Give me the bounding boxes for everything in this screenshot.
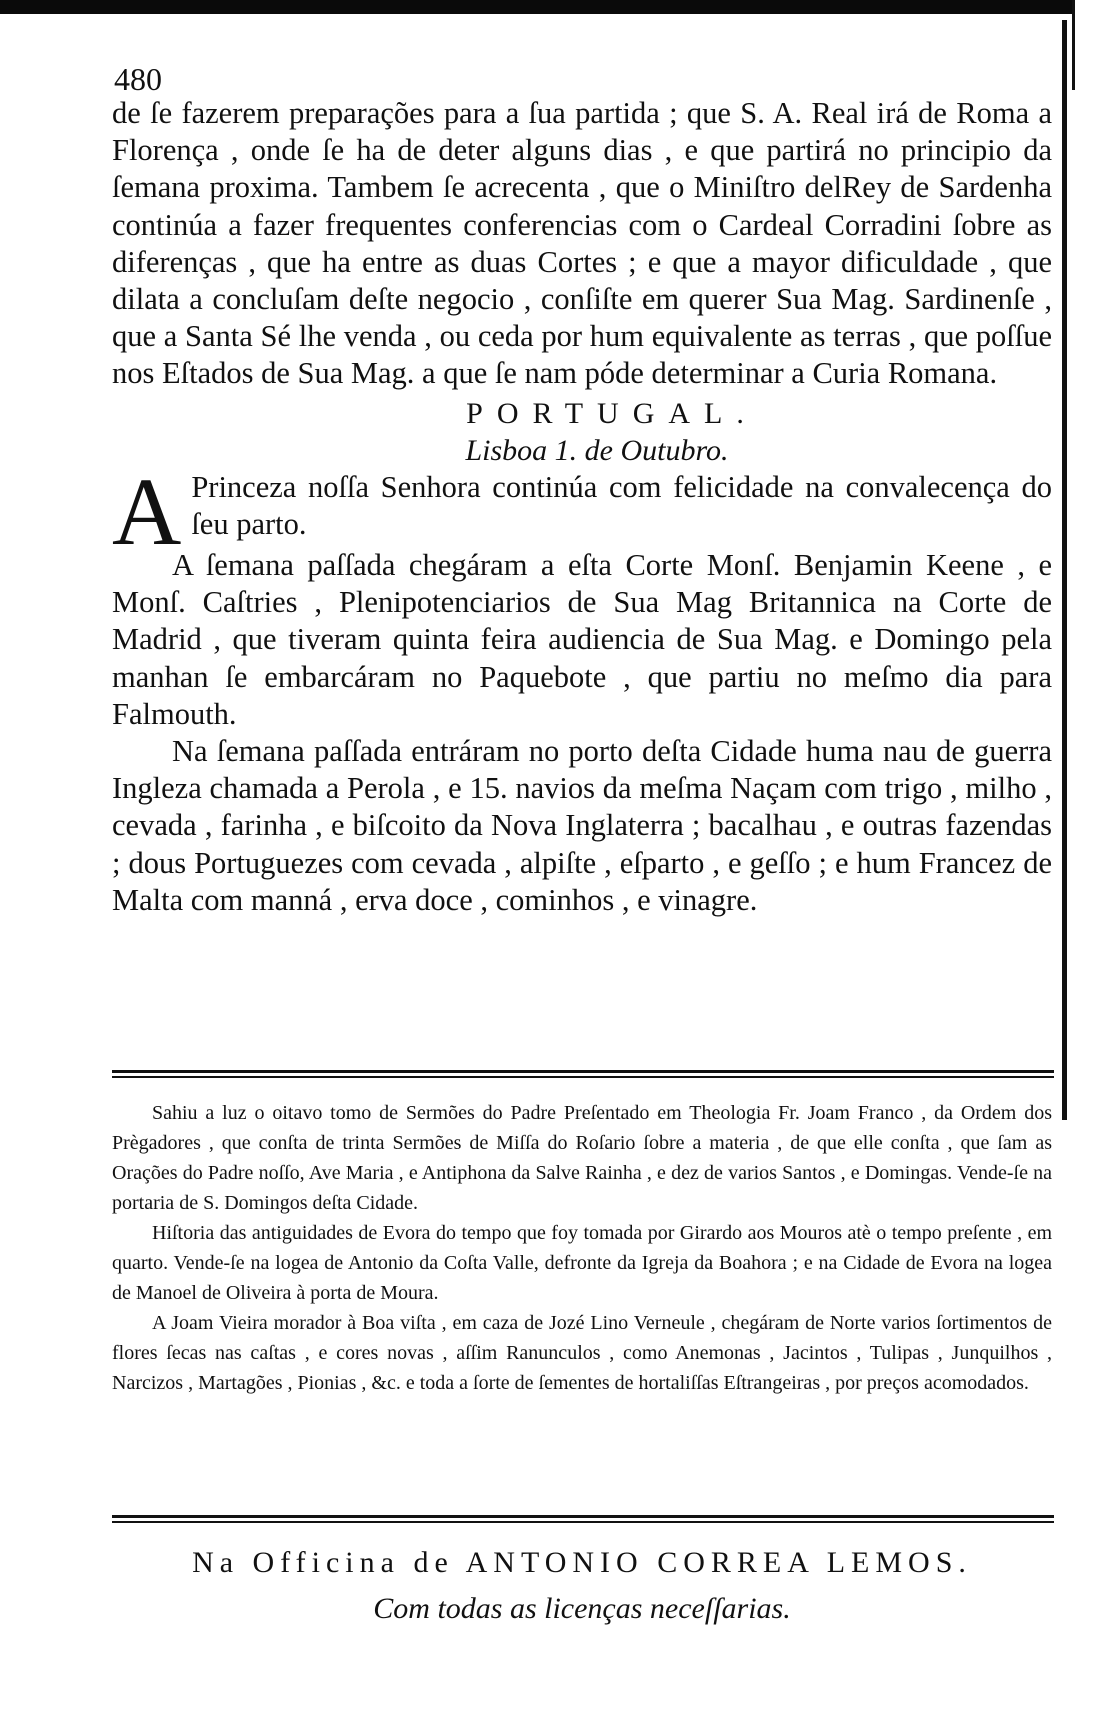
paragraph-ships-arrival: Na ſemana paſſada entráram no porto deſta Cidade huma nau de guerra Ingleza chamada a Perola , e 15. navios da meſma Naçam com trigo , milho , cevada , farinha , e biſcoito da Nova Inglaterra ; bacalhau , e outras fazendas ; dous Portuguezes com cevada , alpiſte , eſparto , e geſſo ; e hum Francez de Malta com manná , erva doce , cominhos , e vinagre.	[112, 734, 1052, 917]
paragraph-plenipotentiaries: A ſemana paſſada chegáram a eſta Corte Monſ. Benjamin Keene , e Monſ. Caſtries , Plenipotenciarios de Sua Mag Britannica na Corte de Madrid , que tiveram quinta feira audiencia de Sua Mag. e Domingo pela manhan ſe embarcáram no Paquebote , que partiu no meſmo dia para Falmouth.	[112, 548, 1052, 731]
dateline-lisboa: Lisboa 1. de Outubro.	[465, 433, 729, 467]
drop-cap-letter: A	[112, 458, 182, 566]
paragraph-princess-text: Princeza noſſa Senhora continúa com felicidade na convalecença do ſeu parto.	[191, 470, 1052, 542]
section-heading-portugal: PORTUGAL.	[466, 396, 758, 430]
paragraph-princess	[112, 458, 1052, 566]
advertisements-section	[112, 1098, 1052, 1398]
top-border-rule	[0, 0, 1072, 14]
license-notice: Com todas as licenças neceſſarias.	[373, 1592, 791, 1625]
printer-imprint: Na Officina de ANTONIO CORREA LEMOS.	[192, 1546, 972, 1579]
section-divider-rule	[112, 1070, 1054, 1078]
main-text-column	[112, 95, 1052, 919]
right-border-top	[1072, 0, 1075, 90]
footer-divider-rule	[112, 1515, 1054, 1523]
notice-evora-history: Hiſtoria das antiguidades de Evora do tempo que foy tomada por Girardo aos Mouros atè o tempo preſente , em quarto. Vende-ſe na logea de Antonio da Coſta Valle, defronte da Igreja da Boahora ; e na Cidade de Evora na logea de Manoel de Oliveira à porta de Moura.	[112, 1222, 1052, 1304]
right-border-rule	[1062, 20, 1067, 1120]
paragraph-rome-news: de ſe fazerem preparações para a ſua partida ; que S. A. Real irá de Roma a Florença , onde ſe ha de deter alguns dias , e que partirá no principio da ſemana proxima. Tambem ſe acrecenta , que o Miniſtro delRey de Sardenha continúa a fazer frequentes conferencias com o Cardeal Corradini ſobre as diferenças , que ha entre as duas Cortes ; e que a mayor dificuldade , que dilata a concluſam deſte negocio , conſiſte em querer Sua Mag. Sardinenſe , que a Santa Sé lhe venda , ou ceda por hum equivalente as terras , que poſſue nos Eſtados de Sua Mag. a que ſe nam póde determinar a Curia Romana.	[112, 96, 1052, 391]
notice-sermons: Sahiu a luz o oitavo tomo de Sermões do Padre Preſentado em Theologia Fr. Joam Franco , da Ordem dos Prègadores , que conſta de trinta Sermões de Miſſa do Roſario ſobre a materia , de que elle conſta , que ſam as Orações do Padre noſſo, Ave Maria , e Antiphona da Salve Rainha , e dez de varios Santos , e Domingas. Vende-ſe na portaria de S. Domingos deſta Cidade.	[112, 1102, 1052, 1214]
notice-seeds-flowers: A Joam Vieira morador à Boa viſta , em caza de Jozé Lino Verneule , chegáram de Norte varios ſortimentos de flores ſecas nas caſtas , e cores novas , aſſim Ranunculos , como Anemonas , Jacintos , Tulipas , Junquilhos , Narcizos , Martagões , Pionias , &c. e toda a ſorte de ſementes de hortaliſſas Eſtrangeiras , por preços acomodados.	[112, 1312, 1052, 1394]
page-number: 480	[114, 61, 162, 97]
